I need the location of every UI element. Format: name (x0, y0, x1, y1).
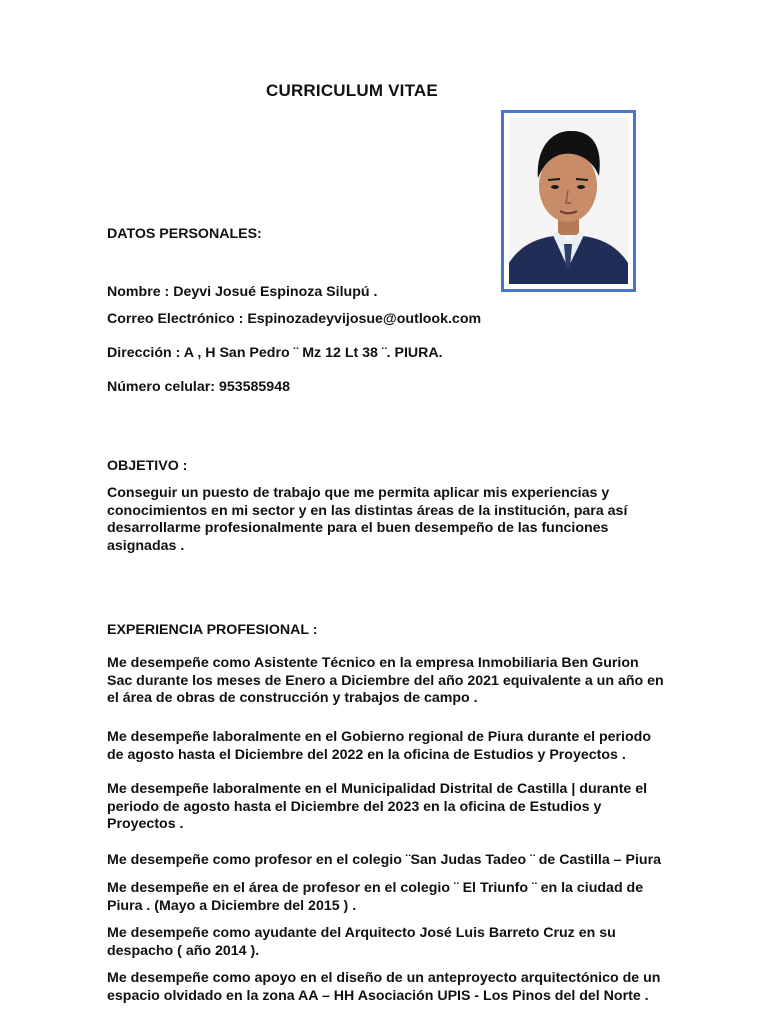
personal-data-heading: DATOS PERSONALES: (107, 226, 262, 242)
personal-address: Dirección : A , H San Pedro ¨ Mz 12 Lt 38 ¨. PIURA. (107, 345, 443, 361)
experience-item: Me desempeñe como ayudante del Arquitecto José Luis Barreto Cruz en su despacho ( año 2014 ). (107, 925, 616, 959)
person-portrait-icon (509, 118, 628, 284)
objective-heading: OBJETIVO : (107, 458, 188, 474)
experience-item: Me desempeñe como Asistente Técnico en la empresa Inmobiliaria Ben Gurion Sac durante los meses de Enero a Diciembre del año 2021 equivalente a un año en el área de obras de construcción y trabajos de campo . (107, 655, 664, 707)
experience-heading: EXPERIENCIA PROFESIONAL : (107, 622, 318, 638)
personal-phone: Número celular: 953585948 (107, 379, 290, 395)
experience-item: Me desempeñe laboralmente en el Municipalidad Distrital de Castilla | durante el periodo de agosto hasta el Diciembre del 2023 en la oficina de Estudios y Proyectos . (107, 781, 648, 833)
experience-item: Me desempeñe en el área de profesor en el colegio ¨ El Triunfo ¨ en la ciudad de Piura . (Mayo a Diciembre del 2015 ) . (107, 880, 644, 914)
experience-item: Me desempeñe laboralmente en el Gobierno regional de Piura durante el periodo de agosto hasta el Diciembre del 2022 en la oficina de Estudios y Proyectos . (107, 729, 651, 763)
experience-item: Me desempeñe como apoyo en el diseño de un anteproyecto arquitectónico de un espacio olvidado en la zona AA – HH Asociación UPIS - Los Pinos del del Norte . (107, 970, 661, 1004)
experience-item: Me desempeñe como profesor en el colegio ¨San Judas Tadeo ¨ de Castilla – Piura (107, 852, 661, 868)
objective-text: Conseguir un puesto de trabajo que me permita aplicar mis experiencias y conocimientos en mi sector y en las distintas áreas de la institución, para así desarrollarme profesionalmente para el buen desempeño de las funciones asignadas . (107, 485, 628, 554)
personal-email: Correo Electrónico : Espinozadeyvijosue@outlook.com (107, 311, 482, 327)
profile-photo (509, 118, 628, 284)
profile-photo-frame (501, 110, 636, 292)
document-title: CURRICULUM VITAE (266, 81, 438, 100)
personal-name: Nombre : Deyvi Josué Espinoza Silupú . (107, 284, 378, 300)
